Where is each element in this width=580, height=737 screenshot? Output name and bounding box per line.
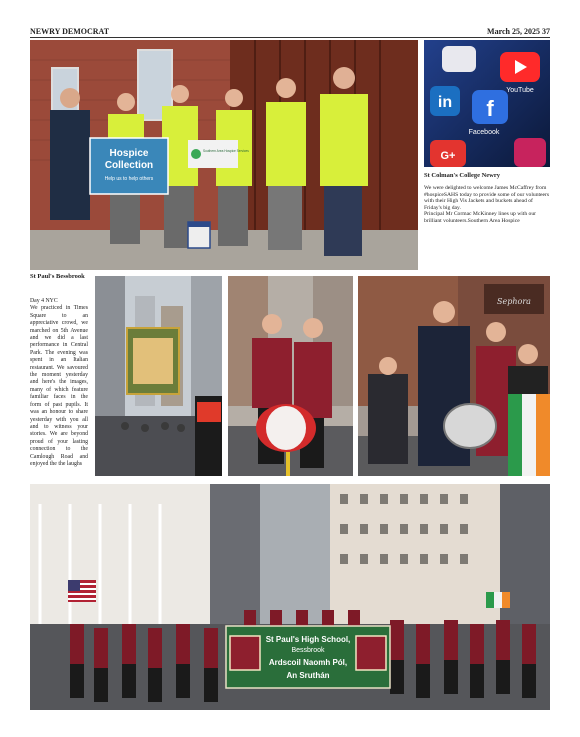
photo-group-irish-flag: [358, 276, 550, 476]
stpauls-body: We practiced in Times Square to an appreciative crowd, we marched on 5th Avenue and we did a last performance in Central Park. The evening was spent in an Italian restaurant. We savoured the moment yesterday and here's the images, many of which feature familiar faces in the form of past pupils. It was an honour to share yesterday with you all and to witness your stories. We are beyond proud of your lasting connection to the Camlough Road and enjoyed the the laughs: [30, 305, 88, 467]
stpauls-title: St Paul's Bessbrook: [30, 273, 85, 280]
photo-students-drum: [228, 276, 353, 476]
app-icon-generic: [442, 46, 476, 72]
masthead-rule: [30, 37, 550, 38]
march-banner-line4: An Sruthán: [286, 671, 330, 680]
colmans-title: St Colman's College Newry: [424, 172, 501, 179]
svg-text:in: in: [437, 94, 453, 111]
date-page: March 25, 2025 37: [487, 27, 550, 36]
hospice-logo-icon: [191, 149, 201, 159]
photo-social-media-apps: [424, 40, 550, 167]
svg-text:f: f: [486, 96, 494, 121]
colmans-caption: [424, 172, 550, 225]
app-icon-pink: [514, 138, 546, 167]
march-banner-line2: Bessbrook: [291, 647, 325, 654]
colmans-body: We were delighted to welcome James McCaffrey from #hospiceSAHS today to provide some of our volunteers with their High Vis Jackets and buckets ahead of Friday's big day.: [424, 185, 550, 211]
stpauls-day: Day 4 NYC: [30, 298, 58, 304]
masthead: [30, 27, 550, 37]
colmans-body-2: Principal Mr Cormac McKinney lines up with our brilliant volunteers.Southern Area Hospice: [424, 211, 537, 224]
hospice-banner-line1: Hospice: [109, 148, 149, 159]
march-banner-line3: Ardscoil Naomh Pól,: [268, 658, 348, 667]
school-crest-right-icon: [356, 636, 386, 670]
youtube-label: YouTube: [506, 87, 534, 94]
hospice-banner-line3: Help us to help others: [104, 176, 154, 182]
svg-text:G+: G+: [440, 150, 456, 162]
shop-sign: Sephora: [497, 297, 531, 306]
photo-hospice-volunteers: [30, 40, 418, 270]
photo-nyc-street-banner: [95, 276, 222, 476]
photo-parade-fifth-avenue: [30, 484, 550, 710]
march-banner-line1: St Paul's High School,: [265, 635, 351, 644]
facebook-label: Facebook: [468, 129, 500, 136]
hospice-logo-text: Southern Area Hospice Services: [203, 149, 249, 153]
stpauls-column: [30, 298, 88, 468]
hospice-banner-line2: Collection: [104, 160, 154, 171]
school-crest-left-icon: [230, 636, 260, 670]
paper-name: NEWRY DEMOCRAT: [30, 27, 110, 36]
